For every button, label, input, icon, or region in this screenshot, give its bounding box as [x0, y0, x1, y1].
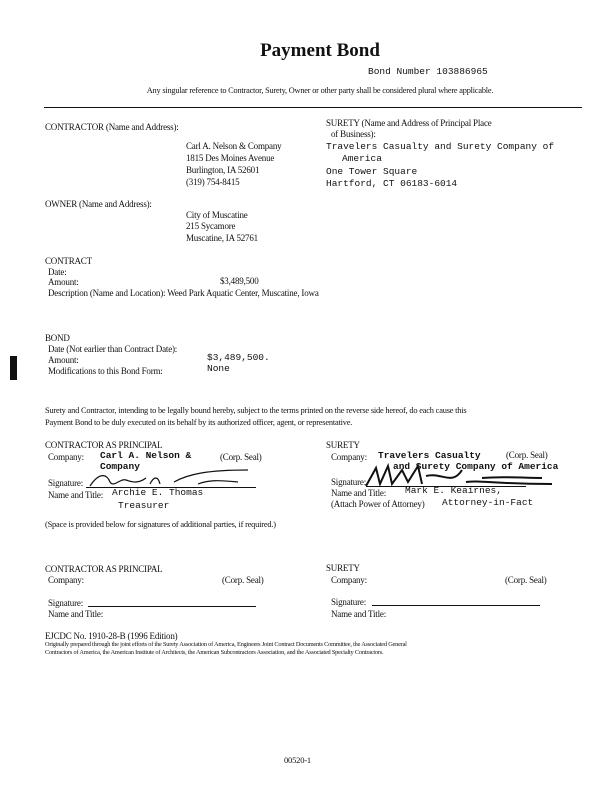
statement-line-1: Surety and Contractor, intending to be legally bound hereby, subject to the terms printed on the reverse side hereof, do each cause this — [45, 406, 467, 415]
space-note: (Space is provided below for signatures of additional parties, if required.) — [45, 520, 276, 529]
contract-amount: $3,489,500 — [220, 276, 259, 286]
surety-company: Travelers Casualty — [378, 450, 481, 461]
page-title: Payment Bond — [260, 40, 380, 61]
owner-city: Muscatine, IA 52761 — [186, 233, 258, 243]
principal-title: Treasurer — [118, 500, 170, 511]
surety-2-seal: (Corp. Seal) — [505, 575, 547, 585]
surety-2-name-label: Name and Title: — [331, 609, 386, 619]
surety-city: Hartford, CT 06183-6014 — [326, 178, 458, 189]
bond-number: Bond Number 103886965 — [368, 66, 488, 77]
contractor-city: Burlington, IA 52601 — [186, 165, 260, 175]
scan-mark — [10, 356, 17, 380]
surety-company-label: Company: — [331, 452, 367, 462]
principal-2-signature-line[interactable] — [88, 606, 256, 607]
owner-label: OWNER (Name and Address): — [45, 199, 152, 209]
surety-signature-label: Signature: — [331, 477, 366, 487]
surety-2-signature-label: Signature: — [331, 597, 366, 607]
surety-2-signature-line[interactable] — [372, 605, 540, 606]
surety-company-cont: and Surety Company of America — [393, 461, 559, 472]
surety-name-label: Name and Title: — [331, 488, 386, 498]
statement-line-2: Payment Bond to be duly executed on its behalf by its authorized officer, agent, or representative. — [45, 418, 353, 427]
contractor-street: 1815 Des Moines Avenue — [186, 153, 275, 163]
principal-name: Archie E. Thomas — [112, 487, 204, 498]
principal-2-signature-label: Signature: — [48, 598, 83, 608]
owner-street: 215 Sycamore — [186, 221, 236, 231]
surety-seal: (Corp. Seal) — [506, 450, 548, 460]
bond-amount-label: Amount: — [48, 355, 79, 365]
bond-modifications: None — [207, 363, 230, 374]
surety-signer-name: Mark E. Keairnes, — [405, 485, 502, 496]
principal-company: Carl A. Nelson & — [100, 450, 192, 461]
bond-amount: $3,489,500. — [207, 352, 270, 363]
owner-name: City of Muscatine — [186, 210, 248, 220]
contractor-name: Carl A. Nelson & Company — [186, 141, 282, 151]
contract-description: Description (Name and Location): Weed Park Aquatic Center, Muscatine, Iowa — [48, 288, 319, 298]
contractor-phone: (319) 754-8415 — [186, 177, 240, 187]
surety-name: Travelers Casualty and Surety Company of — [326, 141, 555, 152]
credit-line-2: Contractors of America, the American Institute of Architects, the American Subcontractors Association, and the Associated Specialty Contractors. — [45, 649, 384, 656]
surety-label: SURETY (Name and Address of Principal Place — [326, 118, 492, 128]
contract-date-label: Date: — [48, 267, 67, 277]
surety-label-cont: of Business): — [331, 129, 376, 139]
principal-seal: (Corp. Seal) — [220, 452, 262, 462]
surety-signer-title: Attorney-in-Fact — [442, 497, 534, 508]
principal-2-company-label: Company: — [48, 575, 84, 585]
surety-2-heading: SURETY — [326, 563, 360, 573]
surety-2-company-label: Company: — [331, 575, 367, 585]
bond-heading: BOND — [45, 333, 70, 343]
principal-name-label: Name and Title: — [48, 490, 103, 500]
contractor-label: CONTRACTOR (Name and Address): — [45, 122, 179, 132]
principal-heading: CONTRACTOR AS PRINCIPAL — [45, 440, 163, 450]
form-number: EJCDC No. 1910-28-B (1996 Edition) — [45, 631, 178, 641]
principal-2-heading: CONTRACTOR AS PRINCIPAL — [45, 564, 163, 574]
principal-2-name-label: Name and Title: — [48, 609, 103, 619]
surety-sig-heading: SURETY — [326, 440, 360, 450]
page-number: 00520-1 — [284, 755, 311, 765]
bond-date-label: Date (Not earlier than Contract Date): — [48, 344, 178, 354]
plural-notice: Any singular reference to Contractor, Surety, Owner or other party shall be considered plural where applicable. — [146, 86, 494, 95]
surety-name-cont: America — [342, 153, 382, 164]
bond-modifications-label: Modifications to this Bond Form: — [48, 366, 163, 376]
principal-signature-label: Signature: — [48, 478, 83, 488]
surety-street: One Tower Square — [326, 166, 418, 177]
credit-line-1: Originally prepared through the joint efforts of the Surety Association of America, Engineers Joint Contract Documents Committee, the Associated General — [45, 641, 407, 648]
principal-company-cont: Company — [100, 461, 140, 472]
header-divider — [44, 107, 582, 108]
principal-2-seal: (Corp. Seal) — [222, 575, 264, 585]
attach-power-of-attorney: (Attach Power of Attorney) — [331, 499, 425, 509]
contract-heading: CONTRACT — [45, 256, 92, 266]
contract-amount-label: Amount: — [48, 277, 79, 287]
principal-company-label: Company: — [48, 452, 84, 462]
